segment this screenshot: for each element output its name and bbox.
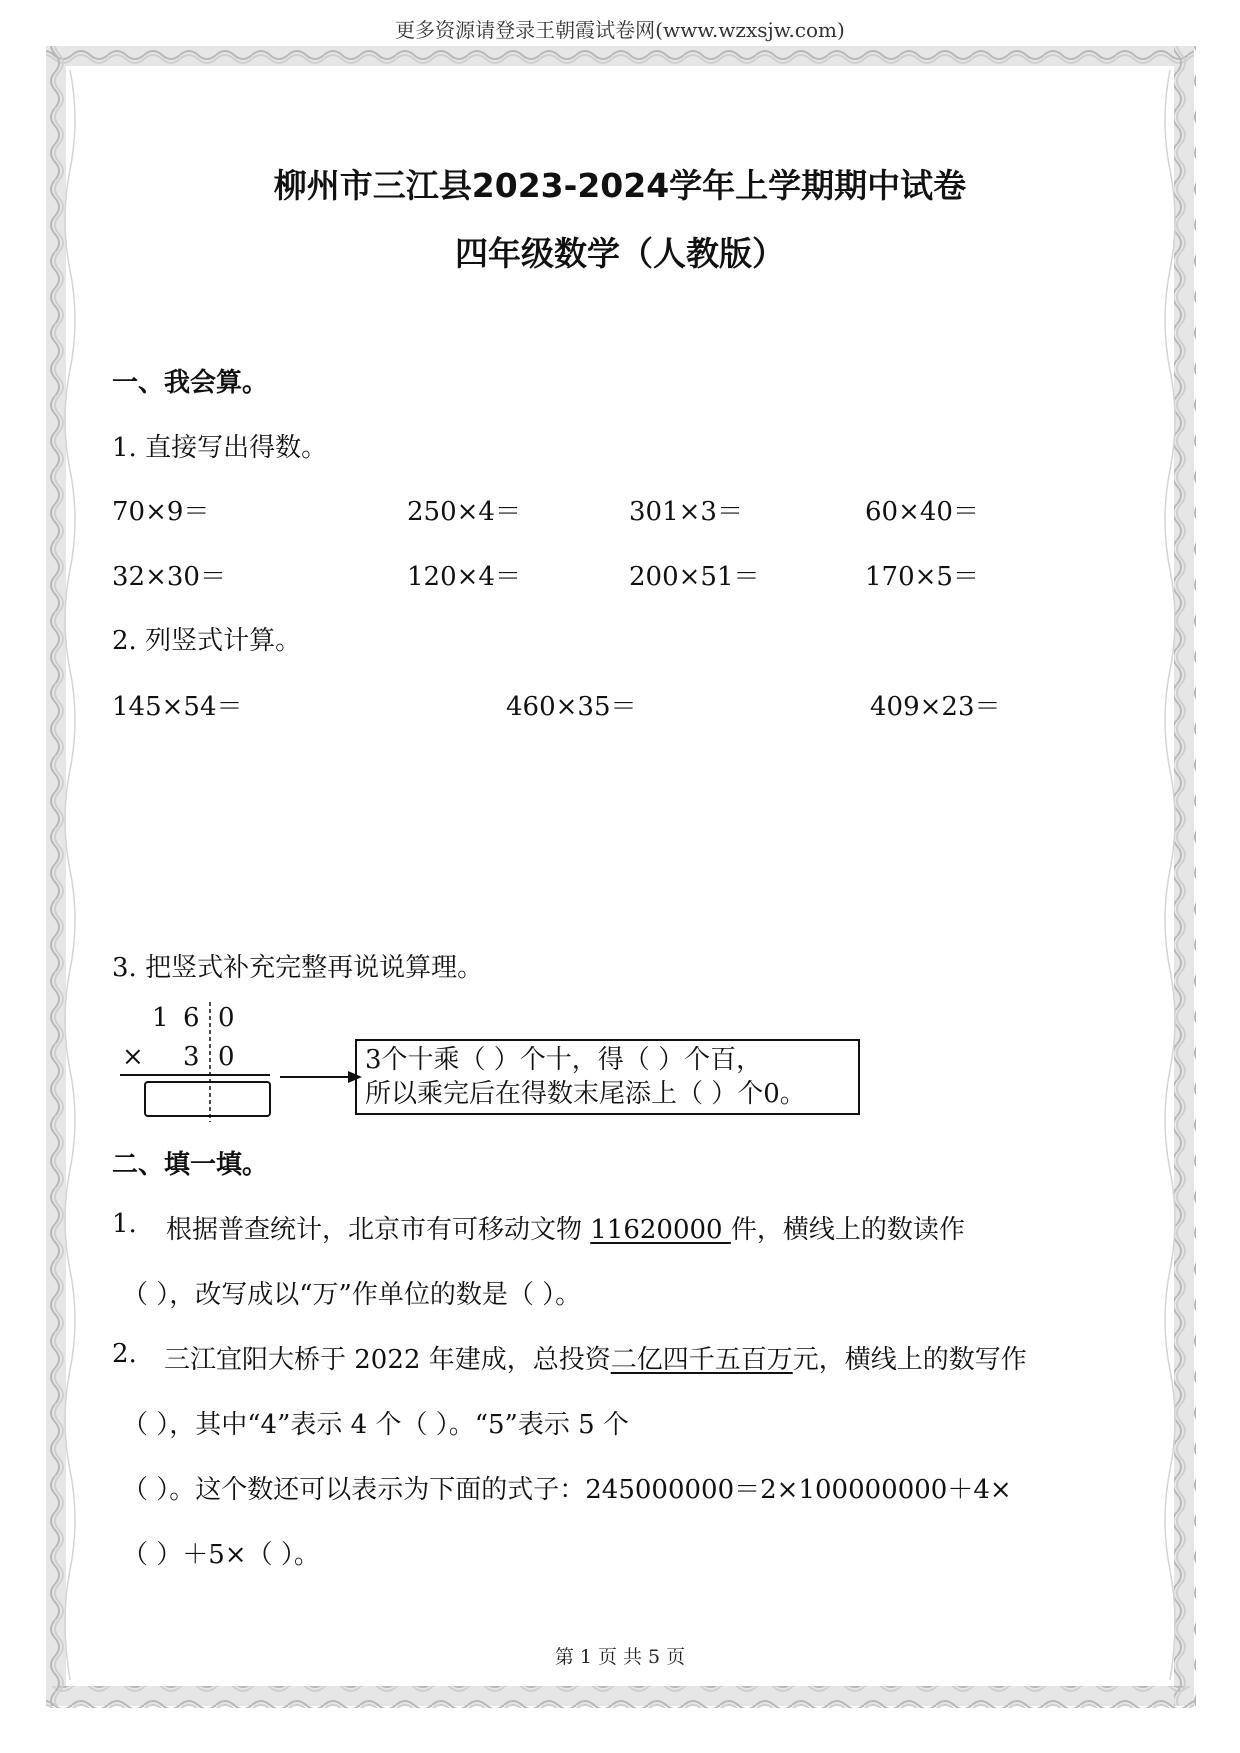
exam-title: 柳州市三江县2023-2024学年上学期期中试卷 (273, 166, 967, 205)
fill-question-2-line-4: （ ）＋5×（ ）。 (122, 1540, 320, 1570)
vertical-calc-item: 460×35＝ (506, 692, 637, 722)
exam-subtitle: 四年级数学（人教版） (455, 234, 785, 273)
vertical-calc-item: 145×54＝ (112, 692, 243, 722)
answer-box (145, 1082, 270, 1116)
question-text: 元，横线上的数写作 (792, 1345, 1027, 1375)
mental-calc-item: 120×4＝ (407, 562, 521, 592)
vertical-top-digit: 0 (218, 1003, 235, 1033)
explanation-line: 所以乘完后在得数末尾添上（ ）个0。 (365, 1079, 806, 1109)
times-sign: × (122, 1042, 144, 1072)
page-number: 第 1 页 共 5 页 (554, 1646, 686, 1668)
mental-calc-item: 170×5＝ (865, 562, 979, 592)
fill-question-number: 2. (112, 1339, 137, 1369)
vertical-bottom-digit: 3 (183, 1042, 200, 1072)
fill-question-2-line-3: （ ）。这个数还可以表示为下面的式子：245000000＝2×100000000＋4× (122, 1475, 1012, 1505)
fill-question-1-line-2: （ ），改写成以“万”作单位的数是（ ）。 (122, 1280, 582, 1310)
question-text: 根据普查统计，北京市有可移动文物 (166, 1215, 591, 1245)
vertical-bottom-digit: 0 (218, 1042, 235, 1072)
mental-calc-item: 200×51＝ (629, 562, 760, 592)
explanation-box (355, 1039, 860, 1115)
question-1-1-label: 1. 直接写出得数。 (112, 433, 328, 463)
fill-question-2-line-1 (164, 1339, 1027, 1376)
question-1-2-label: 2. 列竖式计算。 (112, 626, 302, 656)
fill-question-2-line-2: （ ），其中“4”表示 4 个（ ）。“5”表示 5 个 (122, 1410, 629, 1440)
question-text: 件，横线上的数读作 (730, 1215, 965, 1245)
question-text: 三江宜阳大桥于 2022 年建成，总投资 (164, 1345, 611, 1375)
mental-calc-item: 250×4＝ (407, 497, 521, 527)
vertical-calc-item: 409×23＝ (870, 692, 1001, 722)
underlined-amount: 二亿四千五百万 (610, 1345, 793, 1375)
source-watermark-text: 更多资源请登录王朝霞试卷网(www.wzxsjw.com) (395, 18, 845, 42)
explanation-line: 3个十乘（ ）个十，得（ ）个百， (365, 1045, 763, 1075)
section-2-heading: 二、填一填。 (112, 1150, 269, 1180)
fill-question-1-line-1 (166, 1209, 965, 1246)
mental-calc-item: 32×30＝ (112, 562, 226, 592)
fill-question-number: 1. (112, 1209, 137, 1239)
underlined-number: 11620000 (590, 1215, 731, 1245)
section-1-heading: 一、我会算。 (112, 368, 269, 398)
mental-calc-item: 70×9＝ (112, 497, 210, 527)
question-1-3-label: 3. 把竖式补充完整再说说算理。 (112, 953, 484, 983)
mental-calc-item: 60×40＝ (865, 497, 979, 527)
mental-calc-item: 301×3＝ (629, 497, 743, 527)
vertical-diagram-lines (110, 1000, 370, 1125)
vertical-top-digit: 1 (152, 1003, 169, 1033)
vertical-top-digit: 6 (183, 1003, 200, 1033)
